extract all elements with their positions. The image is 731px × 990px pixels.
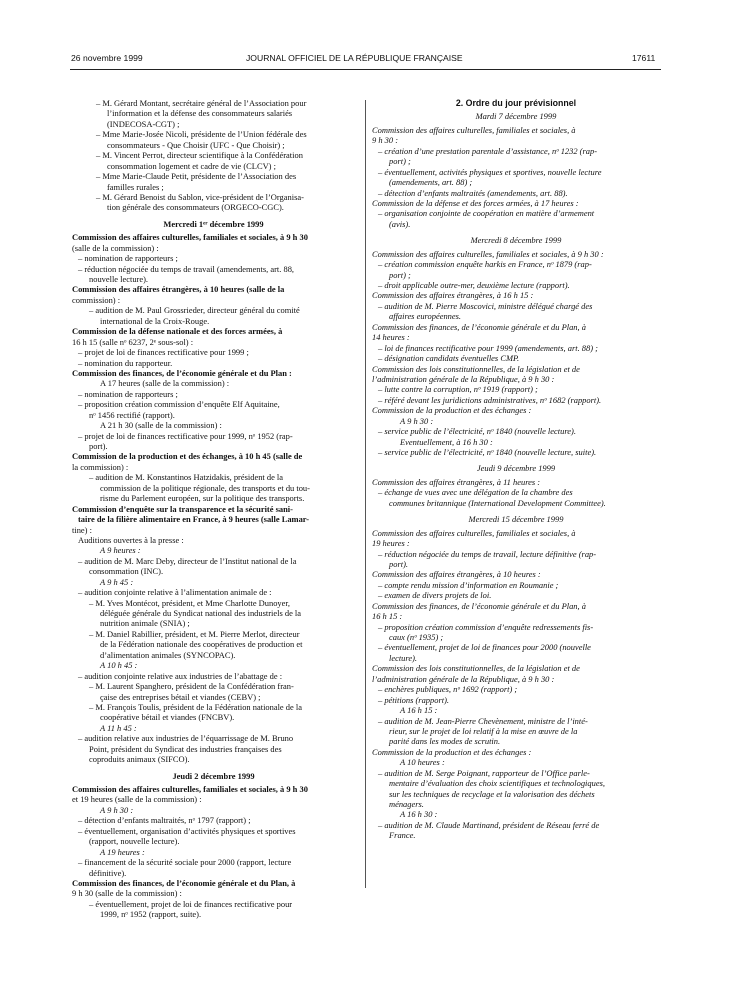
text-line: – éventuellement, activités physiques et sportives, nouvelle lecture [378,166,602,177]
text-line: Commission des affaires étrangères, à 10 heures : [372,569,541,580]
text-line: – nomination de rapporteurs ; [78,388,178,399]
text-line: lecture). [389,652,418,663]
text-line: Auditions ouvertes à la presse : [78,534,184,545]
date-heading: Mardi 7 décembre 1999 [475,111,557,122]
text-line: – M. Vincent Perrot, directeur scientifique à la Confédération [96,150,303,161]
committee-heading: Commission des affaires culturelles, familiales et sociales, à 9 h 30 [72,784,308,794]
text-line: – audition relative aux industries de l’équarrissage de M. Bruno [78,733,294,744]
header-date: 26 novembre 1999 [71,53,143,63]
text-line: – compte rendu mission d’information en Roumanie ; [378,579,559,590]
text-line: A 17 heures (salle de la commission) : [100,378,230,389]
committee-heading: Commission des affaires culturelles, familiales et sociales, à 9 h 30 [72,232,308,243]
text-line: – service public de l’électricité, nᵒ 1840 (nouvelle lecture). [378,426,576,437]
text-line: l’administration générale de la République, à 9 h 30 : [372,373,555,384]
text-line: – M. Daniel Rabillier, président, et M. Pierre Merlot, directeur [89,628,300,639]
text-line: Commission des finances, de l’économie générale et du Plan, à [372,600,586,611]
text-line: caux (nᵒ 1935) ; [389,632,444,642]
text-line: – audition de M. Marc Deby, directeur de l’Institut national de la [78,555,297,566]
header-rule [70,69,661,70]
date-heading: Jeudi 2 décembre 1999 [172,770,255,781]
text-line: port) ; [389,269,411,280]
text-line: A 10 h 45 : [100,660,138,671]
text-line: d’alimentation animales (SYNCOPAC). [100,649,236,660]
text-line: commission) : [72,294,121,305]
text-line: – M. Laurent Spanghero, président de la Confédération fran- [89,681,294,692]
text-line: familles rurales ; [107,181,164,192]
date-heading: Mercredi 1ᵉʳ décembre 1999 [163,218,264,229]
right-column [372,98,660,841]
text-line: A 11 h 45 : [100,722,137,733]
text-line: Commission des finances, de l’économie générale et du Plan, à [372,321,586,332]
text-line: – nomination du rapporteur. [78,357,173,368]
text-line: Commission de la production et des échanges : [372,746,532,757]
text-line: – réduction négociée du temps de travail (amendements, art. 88, [78,263,295,274]
text-line: – référé devant les juridictions administratives, nᵒ 1682 (rapport). [378,394,602,405]
text-line: – proposition création commission d’enquête redressements fis- [378,621,594,632]
text-line: – désignation candidats éventuelles CMP. [378,353,520,364]
text-line: Commission des lois constitutionnelles, de la législation et de [372,663,580,674]
text-line: nouvelle lecture). [89,274,149,284]
left-column [72,98,355,920]
text-line: A 10 heures : [400,757,445,768]
text-line: (amendements, art. 88) ; [389,177,473,188]
header-title: JOURNAL OFFICIEL DE LA RÉPUBLIQUE FRANÇAISE [246,53,463,63]
text-line: – enchères publiques, nᵒ 1692 (rapport) ; [378,684,518,695]
text-line: ménagers. [389,799,424,809]
text-line: – projet de loi de finances rectificative pour 1999 ; [78,347,249,358]
text-line: – éventuellement, projet de loi de finances pour 2000 (nouvelle [378,642,591,653]
committee-heading: Commission d’enquête sur la transparence et la sécurité sani- [72,503,293,514]
text-line: rieur, sur le projet de loi relatif à la mise en œuvre de la [389,725,578,736]
text-line: 19 heures : [372,538,410,549]
text-line: – audition de M. Jean-Pierre Chevènement, ministre de l’inté- [378,715,588,726]
committee-heading: Commission de la production et des échanges, à 10 h 45 (salle de [72,451,303,462]
text-line: tion générale des consommateurs (ORGECO-CGC). [107,202,284,213]
text-line: port). [89,441,108,451]
text-line: de la Fédération nationale des coopératives de production et [100,639,303,650]
text-line: – proposition création commission d’enquête Elf Aquitaine, [78,399,280,410]
text-line: déléguée générale du Syndicat national des industriels de la [100,608,302,618]
text-line: – audition de M. Serge Poignant, rapporteur de l’Office parle- [378,767,590,778]
text-line: Commission des lois constitutionnelles, de la législation et de [372,363,580,374]
text-line: – détection d’enfants maltraités, nᵒ 1797 (rapport) ; [78,815,251,826]
text-line: A 9 h 30 : [100,804,134,815]
text-line: consommation logement et cadre de vie (CLCV) ; [107,160,276,171]
text-line: 9 h 30 : [372,135,399,146]
text-line: A 9 heures : [100,545,141,556]
text-line: (INDECOSA-CGT) ; [107,118,180,129]
text-line: 1999, nᵒ 1952 (rapport, suite). [100,909,202,920]
text-line: affaires européennes. [389,311,462,322]
text-line: Eventuellement, à 16 h 30 : [400,436,493,447]
text-line: A 16 h 30 : [400,809,438,820]
text-line: la commission) : [72,461,129,472]
text-line: Point, président du Syndicat des industries françaises des [89,743,282,754]
text-line: coproduits animaux (SIFCO). [89,754,190,765]
committee-heading: Commission des affaires étrangères, à 10 heures (salle de la [72,284,285,295]
header-page-number: 17611 [632,53,656,63]
text-line: – droit applicable outre-mer, deuxième lecture (rapport). [378,280,570,290]
text-line: l’administration générale de la République, à 9 h 30 : [372,673,555,684]
text-line: 16 h 15 (salle nᵒ 6237, 2ᵉ sous-sol) : [72,336,194,347]
text-line: communes britannique (International Development Committee). [389,497,606,508]
text-line: – échange de vues avec une délégation de la chambre des [378,487,573,498]
text-line: (rapport, nouvelle lecture). [89,836,180,847]
text-line: nᵒ 1456 rectifié (rapport). [89,409,175,420]
text-line: parité dans les modes de scrutin. [389,736,501,747]
text-line: risme du Parlement européen, sur la politique des transports. [100,493,305,504]
text-line: – M. Gérard Benoist du Sablon, vice-président de l’Organisa- [96,191,304,202]
text-line: (salle de la commission) : [72,242,159,253]
text-line: – audition conjointe relative aux industries de l’abattage de : [78,670,283,681]
text-line: – M. Gérard Montant, secrétaire général de l’Association pour [96,98,307,108]
text-line: – création d’une prestation parentale d’assistance, nᵒ 1232 (rap- [378,145,598,156]
text-line: – détection d’enfants maltraités (amendements, art. 88). [378,187,568,198]
text-line: A 9 h 30 : [400,415,434,426]
text-line: international de la Croix-Rouge. [100,315,210,326]
text-line: – organisation conjointe de coopération en matière d’armement [378,208,595,219]
column-divider [365,100,366,888]
text-line: mentaire d’évaluation des choix scientifiques et technologiques, [389,778,605,789]
text-line: – nomination de rapporteurs ; [78,253,178,264]
text-line: A 16 h 15 : [400,705,438,716]
text-line: France. [389,830,416,841]
committee-heading: Commission des finances, de l’économie générale et du Plan, à [72,877,296,888]
date-heading: Jeudi 9 décembre 1999 [476,463,556,474]
date-heading: Mercredi 8 décembre 1999 [470,235,562,246]
text-line: – M. François Toulis, président de la Fédération nationale de la [89,701,302,712]
text-line: – audition de M. Pierre Moscovici, ministre délégué chargé des [378,300,593,311]
text-line: – projet de loi de finances rectificative pour 1999, nᵒ 1952 (rap- [78,430,293,441]
text-line: coopérative bétail et viandes (FNCBV). [100,712,235,723]
text-line: commission de la politique régionale, des transports et du tou- [100,482,310,493]
committee-heading: taire de la filière alimentaire en France, à 9 heures (salle Lamar- [78,514,310,525]
text-line: nutrition animale (SNIA) ; [100,618,190,629]
text-line: port). [389,558,408,569]
text-line: 14 heures : [372,332,410,343]
text-line: Commission des affaires culturelles, familiales et sociales, à [372,124,576,135]
text-line: (avis). [389,218,411,229]
text-line: A 9 h 45 : [100,576,134,587]
text-line: 9 h 30 (salle de la commission) : [72,888,182,899]
text-line: – Mme Marie-Josée Nicoli, présidente de l’Union fédérale des [96,129,307,140]
text-line: – lutte contre la corruption, nᵒ 1919 (rapport) ; [378,384,538,395]
text-line: port) ; [389,156,411,167]
text-line: – audition de M. Konstantinos Hatzidakis, président de la [89,472,284,483]
text-line: – audition de M. Paul Grossrieder, directeur général du comité [89,305,300,316]
text-line: tine) : [72,524,92,535]
text-line: – éventuellement, projet de loi de finances rectificative pour [89,898,293,909]
text-line: Commission des affaires culturelles, familiales et sociales, à [372,527,576,538]
text-line: sur les techniques de recyclage et la valorisation des déchets [389,788,595,799]
text-line: Commission des affaires culturelles, familiales et sociales, à 9 h 30 : [372,248,604,259]
text-line: définitive). [89,867,127,878]
text-line: 16 h 15 : [372,611,403,622]
section-heading: 2. Ordre du jour prévisionnel [455,98,577,108]
text-line: consommateurs - Que Choisir (UFC - Que Choisir) ; [107,139,285,150]
text-line: – réduction négociée du temps de travail, lecture définitive (rap- [378,548,597,559]
text-line: – éventuellement, organisation d’activités physiques et sportives [78,825,296,836]
text-line: consommation (INC). [89,566,164,577]
text-line: – pétitions (rapport). [378,694,450,705]
text-line: – Mme Marie-Claude Petit, présidente de l’Association des [96,171,297,182]
text-line: çaise des entreprises bétail et viandes (CEBV) ; [100,691,261,702]
text-line: Commission de la production et des échanges : [372,405,532,416]
committee-heading: Commission de la défense nationale et des forces armées, à [72,326,283,337]
text-line: l’information et la défense des consommateurs salariés [107,108,293,119]
text-line: et 19 heures (salle de la commission) : [72,794,202,805]
text-line: A 19 heures : [100,846,145,857]
text-line: – financement de la sécurité sociale pour 2000 (rapport, lecture [78,857,292,868]
text-line: A 21 h 30 (salle de la commission) : [100,420,222,431]
text-line: – examen de divers projets de loi. [378,590,492,601]
text-line: – M. Yves Montécot, président, et Mme Charlotte Dunoyer, [89,597,290,608]
text-line: Commission de la défense et des forces armées, à 17 heures : [372,197,579,208]
text-line: Commission des affaires étrangères, à 16 h 15 : [372,290,534,301]
text-line: – création commission enquête harkis en France, nᵒ 1879 (rap- [378,259,592,270]
text-line: – audition conjointe relative à l’alimentation animale de : [78,587,272,598]
date-heading: Mercredi 15 décembre 1999 [468,514,564,525]
text-line: – audition de M. Claude Martinand, président de Réseau ferré de [378,819,600,830]
text-line: Commission des affaires étrangères, à 11 heures : [372,476,541,487]
text-line: – service public de l’électricité, nᵒ 1840 (nouvelle lecture, suite). [378,447,597,457]
text-line: – loi de finances rectificative pour 1999 (amendements, art. 88) ; [378,342,598,353]
committee-heading: Commission des finances, de l’économie générale et du Plan : [72,367,292,378]
